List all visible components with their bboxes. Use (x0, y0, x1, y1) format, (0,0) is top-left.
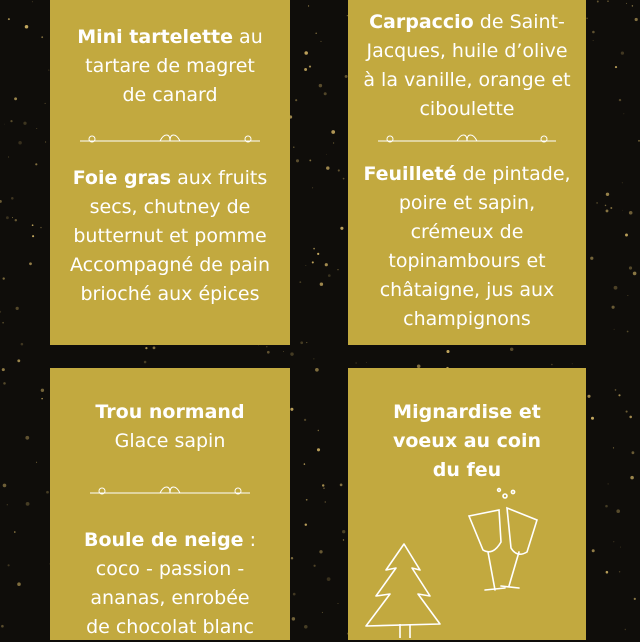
sparkle-dot (308, 5, 309, 6)
sparkle-dot (325, 263, 328, 266)
sparkle-dot (2, 368, 5, 371)
sparkle-dot (12, 217, 13, 218)
sparkle-dot (326, 154, 327, 155)
text-line: Feuilleté de pintade, (363, 163, 571, 185)
sparkle-dot (304, 68, 307, 71)
sparkle-dot (338, 169, 340, 171)
sparkle-dot (46, 491, 49, 494)
christmas-tree-icon (356, 540, 446, 640)
dish-mini-tartelette (50, 23, 290, 110)
sparkle-dot (318, 430, 319, 431)
sparkle-dot (3, 277, 5, 279)
sparkle-dot (619, 99, 621, 101)
sparkle-dot (629, 266, 632, 269)
sparkle-dot (572, 363, 573, 364)
text-line: Boule de neige : (83, 529, 257, 551)
sparkle-dot (324, 92, 327, 95)
text-line: crémeux de (410, 221, 524, 243)
sparkle-dot (356, 363, 357, 364)
text-line: de chocolat blanc (86, 616, 254, 638)
sparkle-dot (326, 166, 329, 169)
sparkle-dot (629, 416, 632, 419)
sparkle-dot (327, 577, 331, 581)
sparkle-dot (32, 235, 34, 237)
sparkle-dot (312, 261, 314, 263)
sparkle-dot (586, 18, 588, 20)
sparkle-dot (343, 539, 344, 540)
text-line: ciboulette (419, 98, 515, 120)
sparkle-dot (4, 124, 5, 125)
sparkle-dot (615, 66, 617, 68)
sparkle-dot (312, 188, 313, 189)
sparkle-dot (338, 269, 339, 270)
menu-card-top-left (50, 0, 290, 345)
sparkle-dot (317, 448, 320, 451)
sparkle-dot (299, 281, 301, 283)
text-line: poire et sapin, (398, 192, 536, 214)
sparkle-dot (267, 351, 270, 354)
text-line: coco - passion - (95, 558, 245, 580)
sparkle-dot (309, 159, 311, 161)
sparkle-dot (320, 282, 323, 285)
text-line: Trou normand (95, 401, 245, 423)
text-line: châtaigne, jus aux (379, 279, 555, 301)
sparkle-dot (17, 582, 21, 586)
sparkle-dot (635, 18, 638, 21)
sparkle-dot (17, 359, 20, 362)
sparkle-dot (596, 202, 598, 204)
sparkle-dot (605, 505, 608, 508)
sparkle-dot (340, 227, 343, 230)
sparkle-dot (608, 483, 609, 484)
sparkle-dot (625, 234, 628, 237)
sparkle-dot (45, 141, 46, 142)
sparkle-dot (338, 603, 339, 604)
sparkle-dot (625, 629, 626, 630)
sparkle-dot (620, 547, 621, 548)
sparkle-dot (313, 565, 315, 567)
sparkle-dot (322, 612, 323, 613)
sparkle-dot (292, 617, 295, 620)
sparkle-dot (626, 411, 628, 413)
sparkle-dot (144, 361, 147, 364)
sparkle-dot (29, 262, 32, 265)
sparkle-dot (313, 248, 315, 250)
text-line: Foie gras aux fruits (72, 167, 268, 189)
sparkle-dot (1, 625, 4, 628)
sparkle-dot (621, 51, 624, 54)
sparkle-dot (622, 210, 623, 211)
text-line: butternut et pomme (73, 225, 267, 247)
sparkle-dot (319, 84, 322, 87)
sparkle-dot (293, 593, 296, 596)
sparkle-dot (306, 265, 307, 266)
dish-feuillete (348, 160, 586, 334)
dish-carpaccio (348, 8, 586, 124)
sparkle-dot (25, 436, 29, 440)
text-line: Jacques, huile d’olive (366, 40, 568, 62)
sparkle-dot (319, 550, 322, 553)
sparkle-dot (592, 549, 595, 552)
sparkle-dot (605, 205, 607, 207)
sparkle-dot (320, 41, 321, 42)
sparkle-dot (619, 571, 620, 572)
sparkle-dot (342, 530, 345, 533)
sparkle-dot (590, 257, 593, 260)
sparkle-dot (615, 389, 617, 391)
sparkle-dot (296, 159, 299, 162)
sparkle-dot (331, 130, 335, 134)
sparkle-dot (8, 157, 9, 158)
text-line: Accompagné de pain (69, 254, 271, 276)
sparkle-dot (591, 417, 594, 420)
sparkle-dot (41, 398, 43, 400)
sparkle-dot (597, 1, 599, 3)
sparkle-dot (587, 395, 590, 398)
text-line: Carpaccio de Saint- (369, 11, 565, 33)
sparkle-dot (323, 487, 325, 489)
sparkle-dot (300, 341, 303, 344)
menu-card-bottom-left (50, 368, 290, 640)
sparkle-dot (18, 141, 22, 145)
sparkle-dot (366, 362, 367, 363)
sparkle-dot (343, 178, 345, 180)
sparkle-dot (606, 571, 609, 574)
sparkle-dot (293, 147, 294, 148)
sparkle-dot (309, 66, 311, 68)
sparkle-dot (627, 331, 629, 333)
sparkle-dot (26, 502, 30, 506)
sparkle-dot (32, 224, 34, 226)
sparkle-dot (628, 295, 629, 296)
sparkle-dot (592, 31, 595, 34)
sparkle-dot (328, 274, 331, 277)
sparkle-dot (322, 484, 324, 486)
sparkle-dot (295, 99, 297, 101)
sparkle-dot (614, 329, 615, 330)
sparkle-dot (630, 476, 634, 480)
sparkle-dot (41, 389, 44, 392)
sparkle-dot (551, 364, 553, 366)
sparkle-dot (317, 253, 319, 255)
sparkle-dot (266, 346, 267, 347)
sparkle-dot (283, 351, 284, 352)
sparkle-dot (7, 504, 8, 505)
sparkle-dot (145, 347, 147, 349)
sparkle-dot (510, 348, 513, 351)
text-line: champignons (403, 308, 531, 330)
sparkle-dot (614, 286, 618, 290)
sparkle-dot (25, 25, 29, 29)
sparkle-dot (21, 343, 24, 346)
sparkle-dot (315, 368, 319, 372)
sparkle-dot (16, 307, 19, 310)
sparkle-dot (10, 120, 12, 122)
sparkle-dot (306, 499, 308, 501)
sparkle-dot (626, 3, 627, 4)
sparkle-dot (612, 306, 615, 309)
dish-trou-normand (50, 398, 290, 456)
sparkle-dot (14, 531, 16, 533)
sparkle-dot (613, 541, 614, 542)
text-line: voeux au coin (392, 430, 542, 452)
sparkle-dot (313, 358, 314, 359)
sparkle-dot (333, 143, 334, 144)
text-line: de canard (122, 84, 218, 106)
dish-foie-gras (50, 164, 290, 309)
sparkle-dot (304, 51, 308, 55)
sparkle-dot (36, 462, 37, 463)
menu-card-top-right (348, 0, 586, 345)
sparkle-dot (291, 557, 293, 559)
sparkle-dot (632, 451, 635, 454)
champagne-glasses-icon (463, 486, 563, 596)
ornamental-swirl-divider-icon (50, 133, 290, 149)
sparkle-dot (634, 598, 636, 600)
sparkle-dot (616, 509, 620, 513)
sparkle-dot (36, 128, 37, 129)
sparkle-dot (304, 463, 305, 464)
sparkle-dot (14, 97, 17, 100)
sparkle-dot (6, 216, 9, 219)
sparkle-dot (622, 182, 623, 183)
sparkle-dot (315, 33, 317, 35)
sparkle-dot (290, 352, 293, 355)
sparkle-dot (8, 18, 10, 20)
sparkle-dot (623, 113, 624, 114)
sparkle-dot (340, 484, 343, 487)
sparkle-dot (0, 200, 2, 203)
text-line: ananas, enrobée (90, 587, 250, 609)
sparkle-dot (40, 227, 41, 228)
sparkle-dot (632, 5, 633, 6)
sparkle-dot (325, 502, 326, 503)
sparkle-dot (606, 209, 609, 212)
sparkle-dot (11, 197, 14, 200)
sparkle-dot (23, 122, 26, 125)
sparkle-dot (618, 394, 620, 396)
sparkle-dot (613, 447, 614, 448)
text-line: tartare de magret (85, 55, 255, 77)
text-line: topinambours et (388, 250, 546, 272)
sparkle-dot (35, 163, 37, 165)
sparkle-dot (2, 322, 4, 324)
text-line: Mignardise et (393, 401, 541, 423)
sparkle-dot (15, 219, 17, 221)
text-line: Glace sapin (114, 430, 226, 452)
menu-card-bottom-right (348, 368, 586, 640)
text-line: du feu (432, 459, 502, 481)
sparkle-dot (8, 564, 10, 566)
ornamental-swirl-divider-icon (348, 133, 586, 149)
text-line: secs, chutney de (89, 196, 251, 218)
text-line: à la vanille, orange et (363, 69, 571, 91)
sparkle-dot (606, 193, 609, 196)
sparkle-dot (607, 0, 609, 2)
sparkle-dot (32, 1, 33, 2)
sparkle-dot (290, 408, 293, 411)
sparkle-dot (305, 523, 307, 525)
sparkle-dot (629, 211, 633, 215)
sparkle-dot (593, 40, 594, 41)
sparkle-dot (45, 103, 46, 104)
sparkle-dot (3, 484, 7, 488)
text-line: Mini tartelette au (77, 26, 263, 48)
dish-mignardise (348, 398, 586, 485)
sparkle-dot (41, 36, 43, 38)
sparkle-dot (304, 419, 306, 421)
sparkle-dot (304, 625, 308, 629)
dish-boule-de-neige (50, 526, 290, 642)
sparkle-dot (153, 347, 156, 350)
sparkle-dot (610, 207, 612, 209)
sparkle-dot (306, 342, 307, 343)
text-line: brioché aux épices (80, 283, 260, 305)
sparkle-dot (3, 382, 6, 385)
sparkle-dot (0, 311, 1, 313)
ornamental-swirl-divider-icon (50, 485, 290, 501)
sparkle-dot (633, 272, 637, 276)
sparkle-dot (446, 350, 449, 353)
